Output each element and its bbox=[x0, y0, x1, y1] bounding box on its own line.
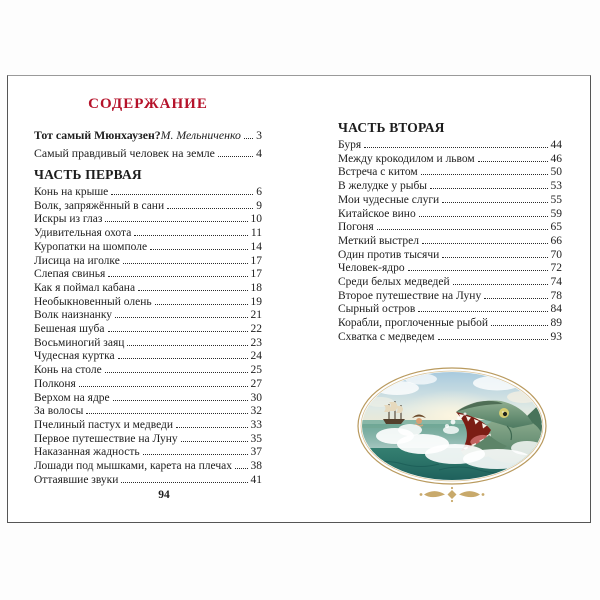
toc-entry-page: 23 bbox=[250, 336, 262, 349]
toc-entry-title: Первое путешествие на Луну bbox=[34, 432, 178, 445]
toc-entry bbox=[34, 309, 262, 323]
toc-entry-title: Мои чудесные слуги bbox=[338, 193, 440, 206]
toc-entry-page: 32 bbox=[250, 405, 262, 418]
dot-leader bbox=[453, 284, 548, 285]
toc-entry bbox=[34, 227, 262, 241]
toc-entry-title: Чудесная куртка bbox=[34, 350, 115, 363]
toc-entry bbox=[34, 213, 262, 227]
dot-leader bbox=[108, 331, 248, 332]
toc-entry bbox=[338, 153, 562, 167]
dot-leader bbox=[134, 235, 248, 236]
toc-entry-title: Полконя bbox=[34, 377, 76, 390]
toc-entry-title: Слепая свинья bbox=[34, 268, 106, 281]
toc-entry bbox=[34, 268, 262, 282]
dot-leader bbox=[408, 270, 548, 271]
toc-entry-title: Между крокодилом и львом bbox=[338, 152, 475, 165]
toc-entry-title: Человек-ядро bbox=[338, 262, 405, 275]
toc-entry bbox=[338, 180, 562, 194]
dot-leader bbox=[422, 243, 548, 244]
toc-entry-page: 93 bbox=[550, 330, 562, 343]
dot-leader bbox=[86, 413, 247, 414]
toc-right-column bbox=[338, 120, 562, 345]
part-one-heading: ЧАСТЬ ПЕРВАЯ bbox=[34, 167, 142, 182]
toc-entry-title: Оттаявшие звуки bbox=[34, 473, 119, 486]
dot-leader bbox=[105, 221, 247, 222]
toc-entry bbox=[34, 460, 262, 474]
toc-entry-title: Самый правдивый человек на земле bbox=[34, 146, 215, 160]
toc-entry-title: Китайское вино bbox=[338, 207, 416, 220]
toc-entry-title: Куропатки на шомполе bbox=[34, 240, 148, 253]
dot-leader bbox=[121, 482, 247, 483]
dot-leader bbox=[442, 257, 547, 258]
dot-leader bbox=[478, 161, 548, 162]
dot-leader bbox=[377, 229, 548, 230]
toc-entry bbox=[338, 317, 562, 331]
dot-leader bbox=[138, 290, 247, 291]
toc-entry-page: 44 bbox=[550, 139, 562, 151]
dot-leader bbox=[430, 188, 547, 189]
toc-entry-page: 53 bbox=[550, 180, 562, 193]
dot-leader bbox=[181, 441, 248, 442]
dot-leader bbox=[438, 339, 548, 340]
toc-entry-page: 35 bbox=[250, 432, 262, 445]
toc-entry bbox=[34, 200, 262, 214]
toc-entry bbox=[338, 290, 562, 304]
toc-entry-title: Встреча с китом bbox=[338, 166, 418, 179]
toc-entry-title: Необыкновенный олень bbox=[34, 295, 152, 308]
sea-monster-illustration bbox=[355, 366, 549, 506]
dot-leader bbox=[176, 427, 247, 428]
toc-entry-page: 14 bbox=[250, 240, 262, 253]
toc-entry bbox=[34, 433, 262, 447]
dot-leader bbox=[442, 202, 547, 203]
toc-entry-page: 17 bbox=[250, 268, 262, 281]
toc-entry-title: Бешеная шуба bbox=[34, 323, 105, 336]
toc-entry-page: 84 bbox=[550, 303, 562, 316]
dot-leader bbox=[218, 156, 253, 157]
toc-entry bbox=[338, 221, 562, 235]
toc-entry-title: Лисица на иголке bbox=[34, 254, 120, 267]
toc-entry-page: 72 bbox=[550, 262, 562, 275]
toc-entry-title: Волк наизнанку bbox=[34, 309, 113, 322]
toc-entry-title: Искры из глаз bbox=[34, 213, 103, 226]
dot-leader bbox=[115, 317, 247, 318]
toc-entry-title: Удивительная охота bbox=[34, 227, 132, 240]
toc-entry-page: 46 bbox=[550, 152, 562, 165]
toc-part-two-list bbox=[338, 139, 562, 345]
dot-leader bbox=[155, 304, 248, 305]
toc-entry bbox=[338, 208, 562, 222]
dot-leader bbox=[364, 147, 547, 148]
toc-left-column bbox=[34, 96, 262, 487]
toc-entry bbox=[34, 392, 262, 406]
toc-entry bbox=[338, 194, 562, 208]
toc-entry bbox=[338, 166, 562, 180]
toc-entry-title: Сырный остров bbox=[338, 303, 416, 316]
dot-leader bbox=[167, 208, 253, 209]
toc-entry-page: 37 bbox=[250, 446, 262, 459]
dot-leader bbox=[419, 216, 548, 217]
toc-entry-page: 65 bbox=[550, 221, 562, 234]
toc-entry bbox=[338, 139, 562, 153]
dot-leader bbox=[127, 345, 247, 346]
toc-entry-page: 30 bbox=[250, 391, 262, 404]
dot-leader bbox=[111, 194, 253, 195]
toc-entry bbox=[338, 303, 562, 317]
toc-entry-title: Второе путешествие на Луну bbox=[338, 289, 482, 302]
toc-entry-page: 10 bbox=[250, 213, 262, 226]
toc-entry-title: Восьминогий заяц bbox=[34, 336, 125, 349]
toc-part-one-list bbox=[34, 186, 262, 487]
toc-entry-page: 18 bbox=[250, 281, 262, 294]
toc-entry-page: 25 bbox=[250, 364, 262, 377]
toc-entry-page: 78 bbox=[550, 289, 562, 302]
toc-entry bbox=[338, 235, 562, 249]
dot-leader bbox=[108, 276, 247, 277]
toc-entry bbox=[34, 350, 262, 364]
dot-leader bbox=[491, 325, 547, 326]
toc-entry bbox=[34, 446, 262, 460]
toc-entry-title: Пчелиный пастух и медведи bbox=[34, 418, 174, 431]
toc-entry-page: 24 bbox=[250, 350, 262, 363]
toc-entry bbox=[34, 186, 262, 200]
dot-leader bbox=[418, 311, 547, 312]
dot-leader bbox=[421, 174, 548, 175]
page-number: 94 bbox=[158, 489, 170, 501]
toc-entry bbox=[34, 296, 262, 310]
toc-entry-title: Корабли, проглоченные рыбой bbox=[338, 317, 489, 330]
toc-entry-page: 27 bbox=[250, 377, 262, 390]
contents-page bbox=[7, 75, 591, 523]
toc-entry-title: Наказанная жадность bbox=[34, 446, 140, 459]
toc-entry-title: За волосы bbox=[34, 405, 84, 418]
dot-leader bbox=[105, 372, 248, 373]
toc-entry-page: 59 bbox=[550, 207, 562, 220]
toc-entry-title: Лошади под мышками, карета на плечах bbox=[34, 460, 232, 473]
dot-leader bbox=[484, 298, 547, 299]
toc-front-matter bbox=[34, 126, 262, 162]
toc-entry-page: 9 bbox=[256, 199, 262, 212]
toc-entry bbox=[34, 474, 262, 488]
toc-entry-page: 70 bbox=[550, 248, 562, 261]
toc-entry-page: 55 bbox=[550, 193, 562, 206]
toc-entry-title: Один против тысячи bbox=[338, 248, 440, 261]
toc-entry-page: 3 bbox=[256, 128, 262, 142]
toc-entry bbox=[34, 126, 262, 144]
dot-leader bbox=[79, 386, 248, 387]
toc-entry-page: 6 bbox=[256, 186, 262, 198]
dot-leader bbox=[150, 249, 247, 250]
toc-entry-page: 33 bbox=[250, 418, 262, 431]
toc-entry-page: 11 bbox=[250, 227, 262, 240]
toc-entry bbox=[338, 331, 562, 345]
toc-entry-title: Верхом на ядре bbox=[34, 391, 110, 404]
toc-entry bbox=[34, 241, 262, 255]
toc-entry bbox=[338, 276, 562, 290]
toc-entry-page: 74 bbox=[550, 276, 562, 289]
toc-entry-page: 21 bbox=[250, 309, 262, 322]
toc-entry bbox=[338, 262, 562, 276]
toc-entry-page: 89 bbox=[550, 317, 562, 330]
ornament-flourish bbox=[420, 487, 485, 502]
toc-entry bbox=[34, 419, 262, 433]
dot-leader bbox=[123, 263, 248, 264]
dot-leader bbox=[235, 468, 248, 469]
toc-entry-title: Меткий выстрел bbox=[338, 234, 419, 247]
part-two-heading: ЧАСТЬ ВТОРАЯ bbox=[338, 120, 445, 135]
toc-entry bbox=[34, 323, 262, 337]
toc-entry bbox=[34, 364, 262, 378]
toc-entry-page: 41 bbox=[250, 473, 262, 486]
toc-entry-title: Тот самый Мюнхаузен? bbox=[34, 128, 161, 142]
toc-entry-title: Как я поймал кабана bbox=[34, 281, 136, 294]
dot-leader bbox=[244, 138, 253, 139]
toc-entry-page: 4 bbox=[256, 146, 262, 160]
dot-leader bbox=[143, 454, 248, 455]
dot-leader bbox=[113, 400, 248, 401]
toc-entry-title: Буря bbox=[338, 139, 362, 151]
toc-entry bbox=[34, 255, 262, 269]
toc-entry-page: 50 bbox=[550, 166, 562, 179]
contents-title: СОДЕРЖАНИЕ bbox=[88, 96, 208, 112]
toc-entry-page: 17 bbox=[250, 254, 262, 267]
toc-entry-page: 38 bbox=[250, 460, 262, 473]
toc-entry bbox=[34, 405, 262, 419]
toc-entry bbox=[34, 378, 262, 392]
toc-entry-title: В желудке у рыбы bbox=[338, 180, 428, 193]
toc-entry-page: 22 bbox=[250, 323, 262, 336]
toc-entry bbox=[338, 249, 562, 263]
dot-leader bbox=[118, 358, 248, 359]
toc-entry bbox=[34, 144, 262, 162]
toc-entry-title: Схватка с медведем bbox=[338, 330, 435, 343]
toc-entry-author: М. Мельниченко bbox=[160, 128, 241, 142]
toc-entry-title: Конь на крыше bbox=[34, 186, 109, 198]
toc-entry-title: Конь на столе bbox=[34, 364, 102, 377]
toc-entry bbox=[34, 337, 262, 351]
toc-entry-title: Волк, запряжённый в сани bbox=[34, 199, 165, 212]
toc-entry-page: 19 bbox=[250, 295, 262, 308]
toc-entry-title: Среди белых медведей bbox=[338, 276, 450, 289]
toc-entry-title: Погоня bbox=[338, 221, 374, 234]
toc-entry-page: 66 bbox=[550, 234, 562, 247]
toc-entry bbox=[34, 282, 262, 296]
